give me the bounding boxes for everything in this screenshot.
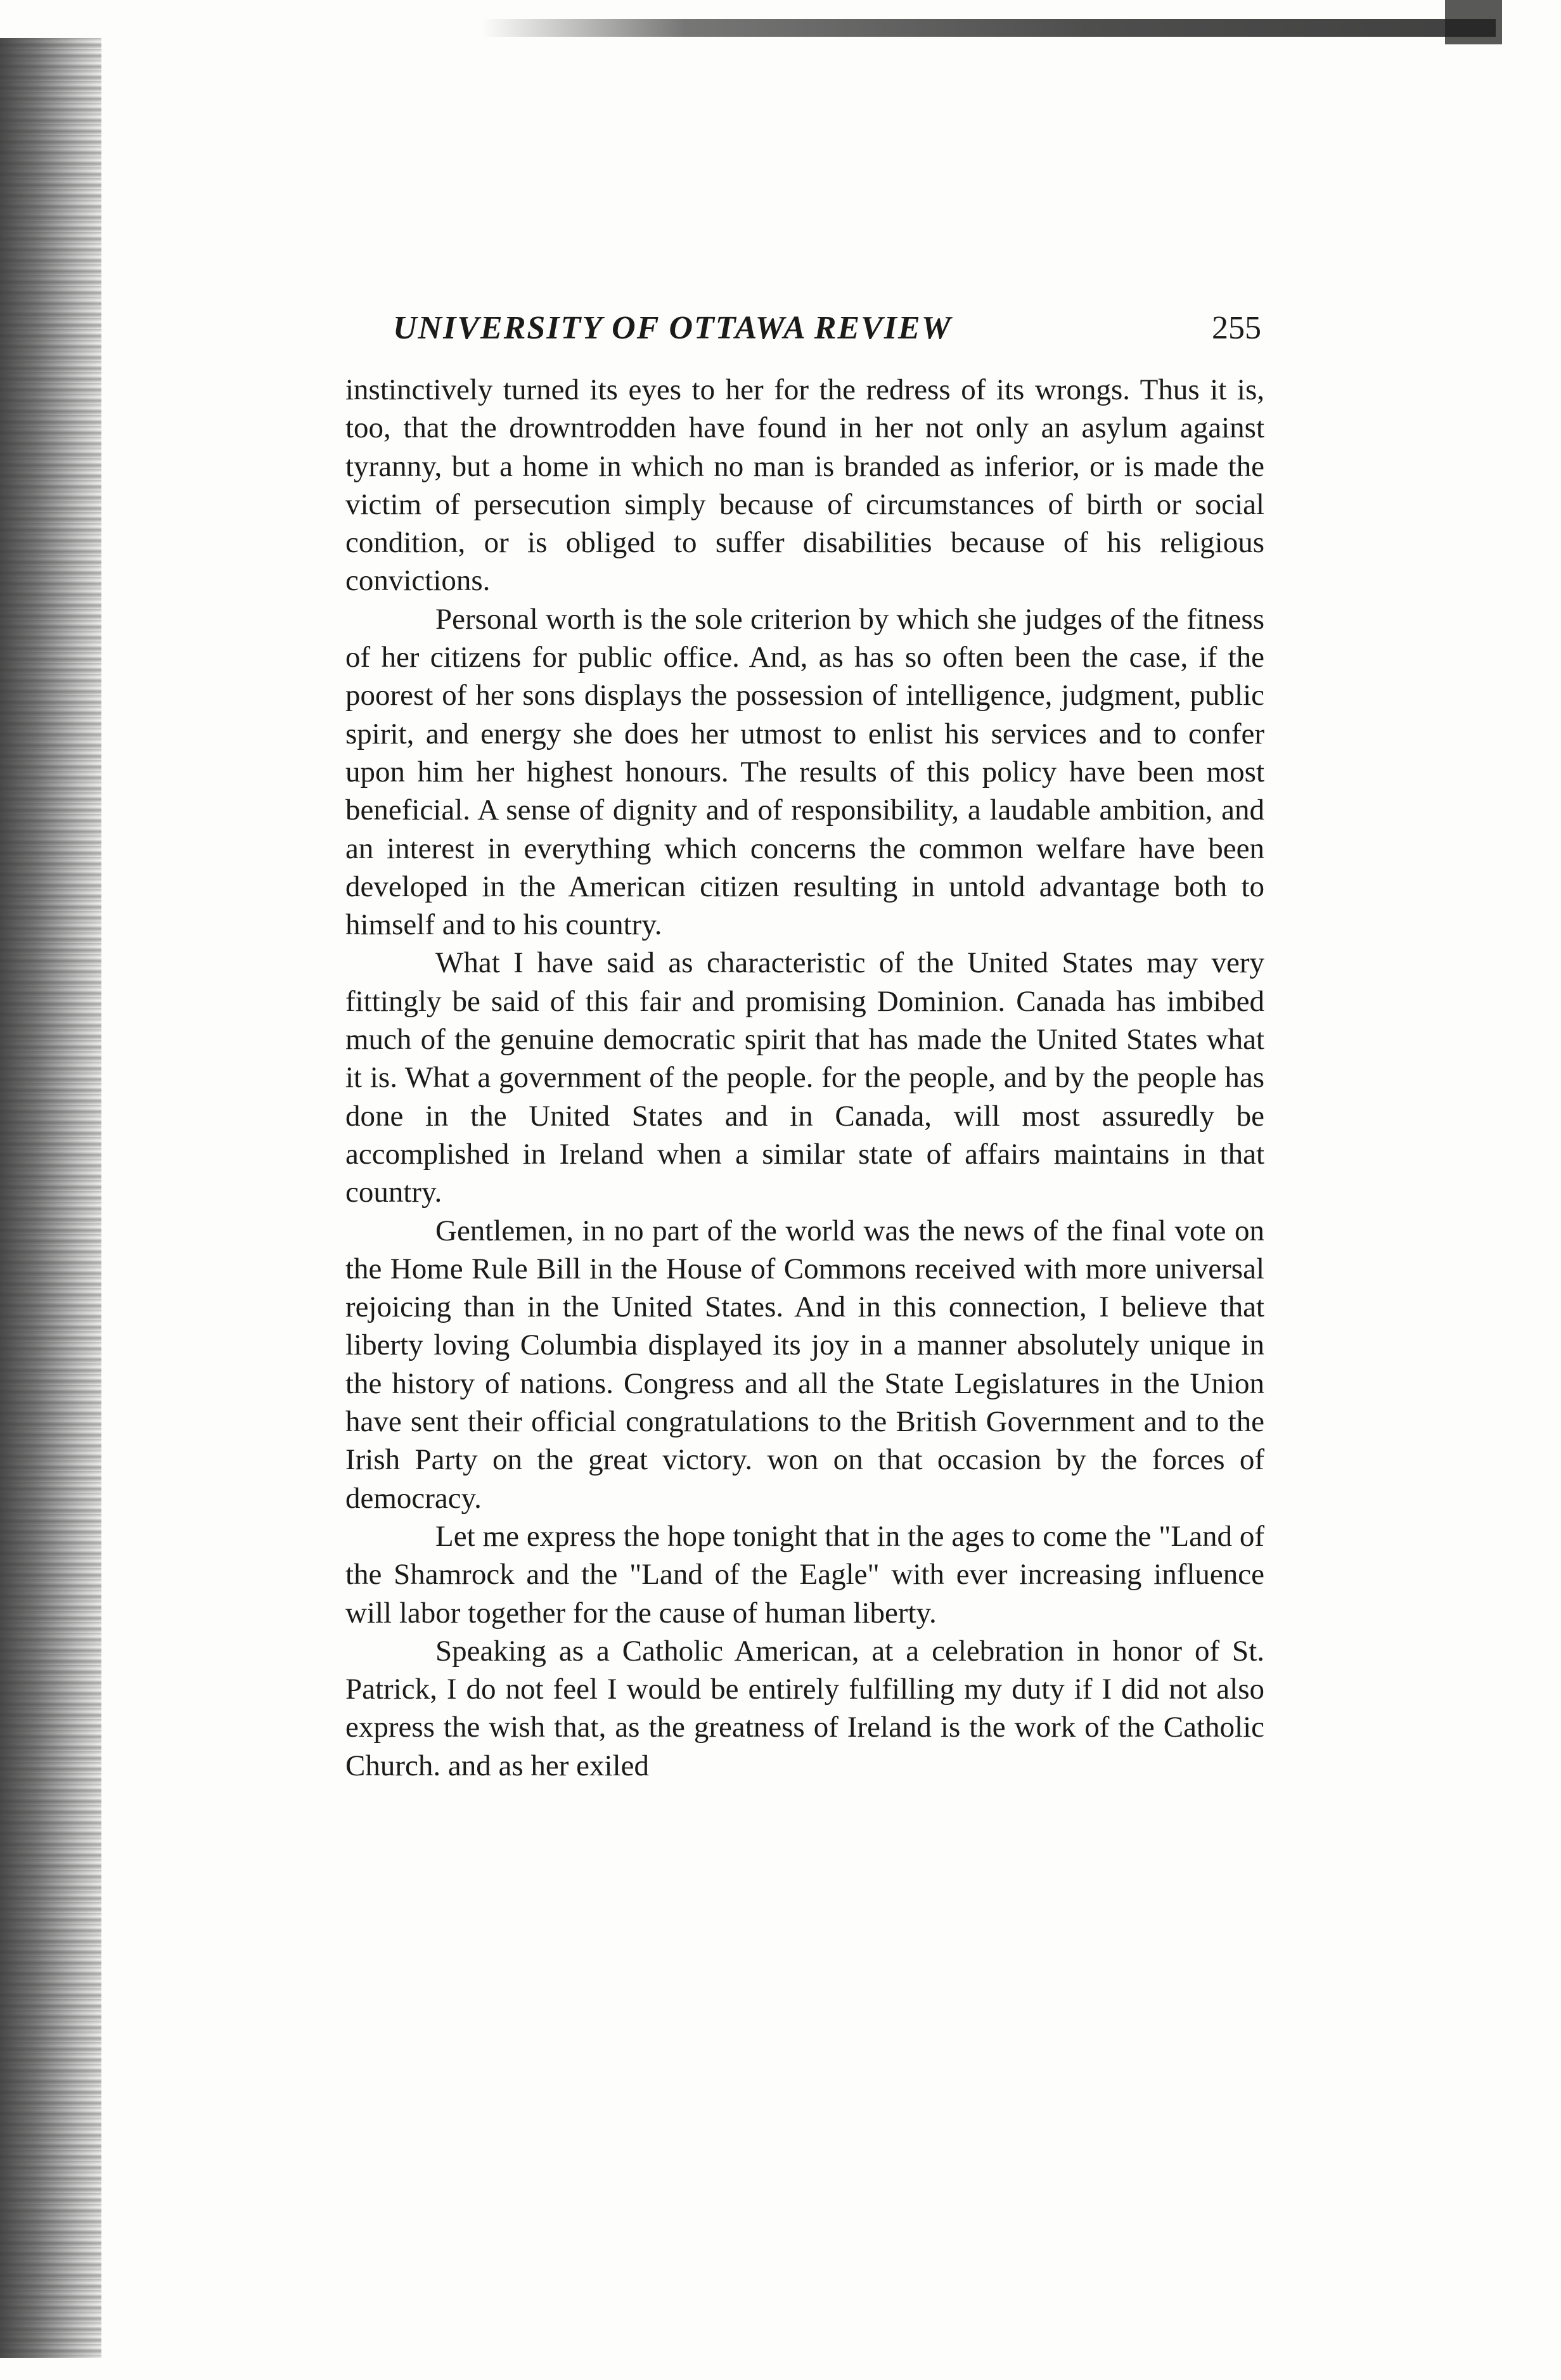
paragraph: What I have said as characteristic of the United States may very fittingly be said of this fair and promising Dominion. Canada has imbibed much of the genuine democratic spirit that has made the United States what it is. What a government of the people. for the people, and by the people has done in the United States and in Canada, will most assuredly be accomplished in Ireland when a similar state of affairs maintains in that country. (345, 946, 1264, 1209)
page-number: 255 (1212, 310, 1261, 346)
body-text (345, 371, 1264, 1785)
paragraph: instinctively turned its eyes to her for the redress of its wrongs. Thus it is, too, that the drowntrodden have found in her not only an asylum against tyranny, but a home in which no man is branded as inferior, or is made the victim of persecution simply because of circumstances of birth or social condition, or is obliged to suffer disabilities because of his religious convictions. (345, 373, 1264, 598)
journal-title: UNIVERSITY OF OTTAWA REVIEW (393, 310, 952, 346)
paragraph: Personal worth is the sole criterion by which she judges of the fitness of her citizens for public office. And, as has so often been the case, if the poorest of her sons displays the possession of intelligence, judgment, public spirit, and energy she does her utmost to enlist his services and to confer upon him her highest honours. The results of this policy have been most beneficial. A sense of dignity and of responsibility, a laudable ambition, and an interest in everything which concerns the common welfare have been developed in the American citizen resulting in untold advantage both to himself and to his country. (345, 602, 1264, 942)
paragraph: Gentlemen, in no part of the world was the news of the final vote on the Home Rule Bill in the House of Commons received with more universal rejoicing than in the United States. And in this connection, I believe that liberty loving Columbia displayed its joy in a manner absolutely unique in the history of nations. Congress and all the State Legislatures in the Union have sent their official congratulations to the British Government and to the Irish Party on the great victory. won on that occasion by the forces of democracy. (345, 1214, 1264, 1515)
top-edge-shadow (482, 19, 1496, 37)
running-head (380, 309, 1261, 360)
binding-edge-shadow (0, 38, 101, 2358)
paragraph: Let me express the hope tonight that in the ages to come the "Land of the Shamrock and the "Land of the Eagle" with ever increasing influence will labor together for the cause of human liberty. (345, 1519, 1264, 1630)
paragraph: Speaking as a Catholic American, at a celebration in honor of St. Patrick, I do not feel I would be entirely fulfilling my duty if I did not also express the wish that, as the greatness of Ireland is the work of the Catholic Church. and as her exiled (345, 1634, 1264, 1782)
top-corner-shadow (1445, 0, 1502, 44)
